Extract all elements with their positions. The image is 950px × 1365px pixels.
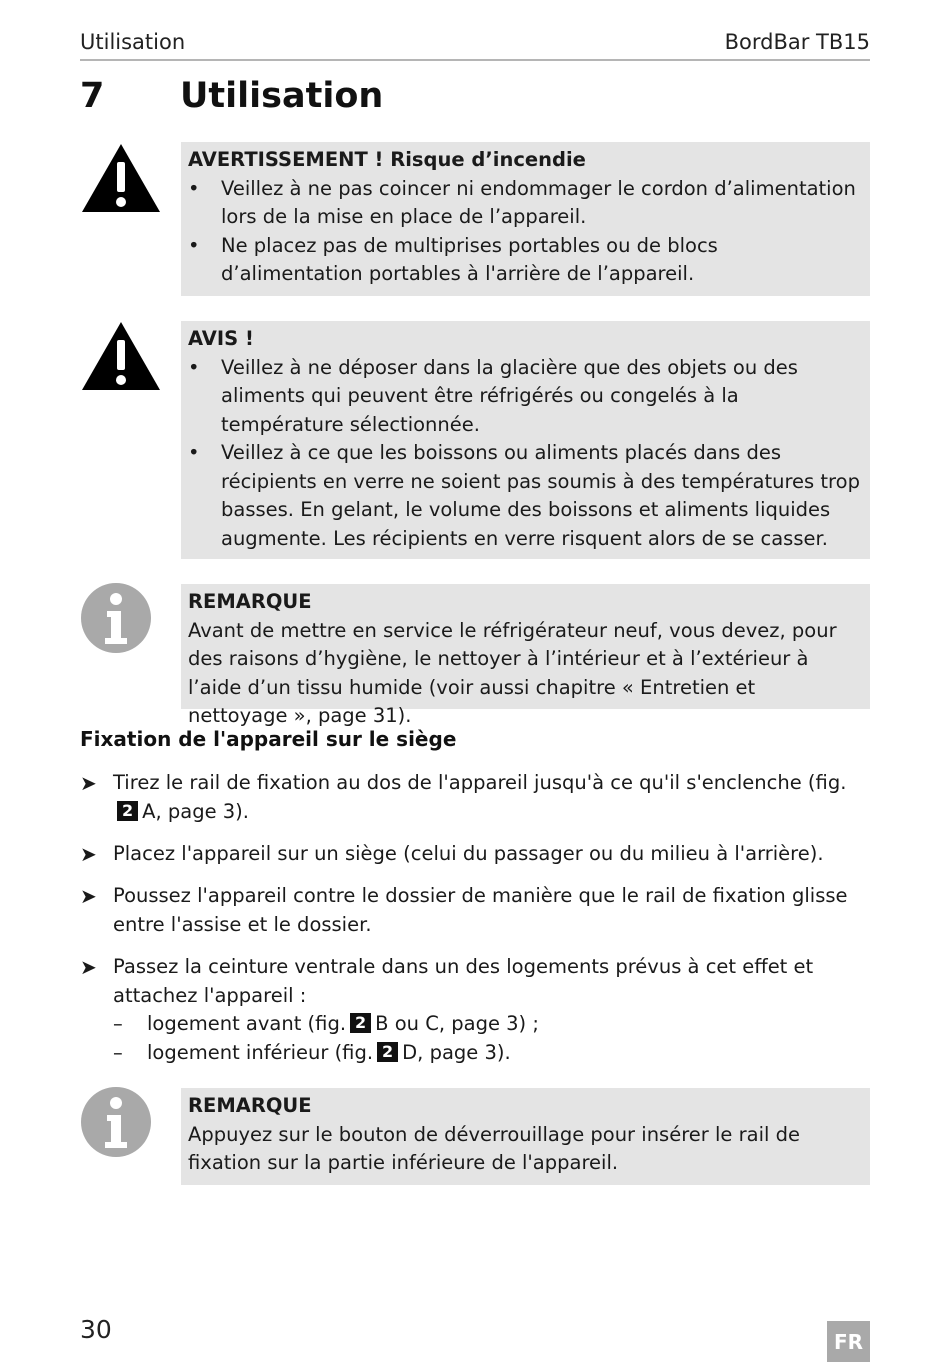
instruction-step: ➤ Tirez le rail de fixation au dos de l'appareil jusqu'à ce qu'il s'enclenche (fig.2 A, page 3). bbox=[80, 771, 847, 823]
language-badge: FR bbox=[827, 1321, 870, 1362]
remark-title: REMARQUE bbox=[188, 590, 312, 613]
arrow-bullet-icon: ➤ bbox=[80, 771, 97, 795]
remark-box bbox=[181, 584, 870, 727]
instruction-step: ➤ Passez la ceinture ventrale dans un des logements prévus à cet effet et attachez l'appareil : – logement avant (fig. 2 B ou C, page 3) ; – logement inférieur (fig. 2 D, page 3). bbox=[80, 953, 870, 1067]
bullet-dot: • bbox=[188, 176, 200, 200]
info-icon bbox=[80, 1086, 152, 1158]
warning-triangle-icon bbox=[80, 142, 162, 214]
sub-list bbox=[113, 1010, 870, 1067]
sub-list-item: – logement inférieur (fig. 2 D, page 3). bbox=[113, 1039, 870, 1068]
remark-text: Avant de mettre en service le réfrigérateur neuf, vous devez, pour des raisons d’hygiène, le nettoyer à l’intérieur et à l’extérieur à l’aide d’un tissu humide (voir aussi chapitre « Entretien et nettoyage », page 31). bbox=[188, 618, 837, 727]
section-heading: Fixation de l'appareil sur le siège bbox=[80, 727, 457, 751]
info-icon bbox=[80, 582, 152, 654]
bullet-dot: • bbox=[188, 233, 200, 257]
figure-badge: 2 bbox=[377, 1042, 398, 1062]
arrow-bullet-icon: ➤ bbox=[80, 884, 97, 908]
notice-box bbox=[181, 321, 870, 559]
remark-text: Appuyez sur le bouton de déverrouillage pour insérer le rail de fixation sur la partie inférieure de l'appareil. bbox=[188, 1122, 800, 1174]
instruction-step: ➤ Poussez l'appareil contre le dossier de manière que le rail de fixation glisse entre l'assise et le dossier. bbox=[80, 884, 848, 936]
notice-list bbox=[188, 354, 860, 554]
sub-list-item: – logement avant (fig. 2 B ou C, page 3) ; bbox=[113, 1010, 870, 1039]
figure-badge: 2 bbox=[350, 1013, 371, 1033]
header-divider bbox=[80, 59, 870, 61]
arrow-bullet-icon: ➤ bbox=[80, 842, 97, 866]
page-number: 30 bbox=[80, 1315, 112, 1344]
figure-badge: 2 bbox=[117, 801, 138, 821]
list-item: • Ne placez pas de multiprises portables ou de blocs d’alimentation portables à l'arrière de l’appareil. bbox=[188, 233, 718, 285]
warning-title: AVERTISSEMENT ! Risque d’incendie bbox=[188, 148, 586, 171]
instruction-step: ➤ Placez l'appareil sur un siège (celui du passager ou du milieu à l'arrière). bbox=[80, 840, 870, 869]
warning-list bbox=[188, 175, 860, 289]
notice-title: AVIS ! bbox=[188, 327, 254, 350]
dash-bullet: – bbox=[113, 1012, 123, 1035]
bullet-dot: • bbox=[188, 441, 200, 464]
chapter-title: Utilisation bbox=[180, 76, 384, 116]
caution-triangle-icon bbox=[80, 320, 162, 392]
arrow-bullet-icon: ➤ bbox=[80, 955, 97, 979]
remark-title: REMARQUE bbox=[188, 1094, 312, 1117]
running-header-product: BordBar TB15 bbox=[724, 30, 870, 54]
warning-box bbox=[181, 142, 870, 296]
running-header-section: Utilisation bbox=[80, 30, 186, 54]
bullet-dot: • bbox=[188, 355, 200, 379]
list-item: • Veillez à ne pas coincer ni endommager le cordon d’alimentation lors de la mise en place de l’appareil. bbox=[188, 176, 856, 228]
chapter-number: 7 bbox=[80, 76, 105, 116]
remark-box bbox=[181, 1088, 870, 1185]
list-item: • Veillez à ne déposer dans la glacière que des objets ou des aliments qui peuvent être réfrigérés ou congelés à la température sélectionnée. bbox=[188, 355, 798, 436]
list-item: • Veillez à ce que les boissons ou aliments placés dans des récipients en verre ne soient pas soumis à des températures trop basses. En gelant, le volume des boissons et aliments liquides augmente. Les récipients en verre risquent alors de se casser. bbox=[188, 441, 860, 550]
dash-bullet: – bbox=[113, 1040, 123, 1064]
